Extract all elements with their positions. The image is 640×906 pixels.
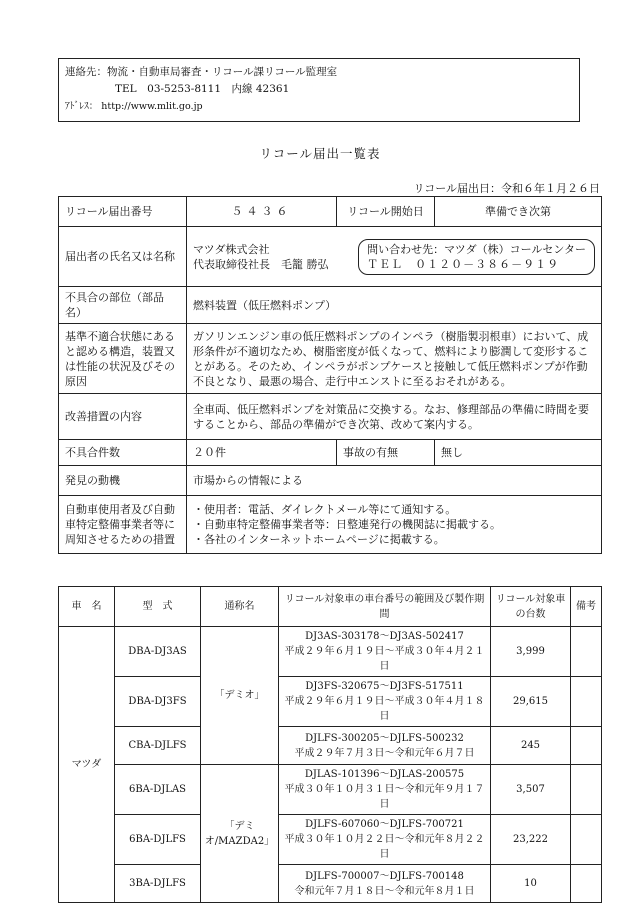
chassis-range: DJLFS-607060〜DJLFS-700721 [305, 819, 464, 830]
notice-item: ・使用者：電話、ダイレクトメール等にて通知する。 [193, 503, 457, 516]
table-row [59, 677, 602, 727]
vehicle-type: 3BA-DJLFS [115, 865, 201, 903]
motive-label: 発見の動機 [59, 466, 187, 496]
chassis-range-cell [279, 627, 491, 677]
remarks-cell [571, 765, 602, 815]
contact-department: 連絡先：物流・自動車局審査・リコール課リコール監理室 [65, 66, 338, 78]
chassis-range: DJLAS-101396〜DJLAS-200575 [304, 769, 465, 780]
filer-company: マツダ株式会社 [193, 242, 270, 256]
inquiry-phone: ＴＥＬ ０１２０－３８６－９１９ [367, 257, 560, 271]
filer-representative: 代表取締役社長 毛籠 勝弘 [193, 257, 329, 271]
vehicle-type: DBA-DJ3FS [115, 677, 201, 727]
maker-name: マツダ [59, 627, 115, 903]
accident-label: 事故の有無 [337, 440, 435, 466]
vehicle-count: 10 [491, 865, 571, 903]
header-chassis-range: リコール対象車の車台番号の範囲及び製作期間 [279, 587, 491, 627]
header-common-name: 通称名 [201, 587, 279, 627]
header-maker: 車 名 [59, 587, 115, 627]
vehicle-count: 29,615 [491, 677, 571, 727]
chassis-range-cell [279, 727, 491, 765]
recall-start-label: リコール開始日 [337, 197, 435, 227]
contact-address: ｱﾄﾞﾚｽ： http://www.mlit.go.jp [65, 101, 203, 112]
vehicle-type: 6BA-DJLFS [115, 815, 201, 865]
vehicle-type: 6BA-DJLAS [115, 765, 201, 815]
chassis-range: DJ3FS-320675〜DJ3FS-517511 [305, 681, 464, 692]
accident-value: 無し [435, 440, 602, 466]
defect-count-label: 不具合件数 [59, 440, 187, 466]
defect-part-label: 不具合の部位（部品名） [59, 287, 187, 324]
measure-value: 全車両、低圧燃料ポンプを対策品に交換する。なお、修理部品の準備に時間を要することから、部品の準備ができ次第、改めて案内する。 [187, 394, 602, 440]
page-title: リコール届出一覧表 [259, 146, 381, 161]
notice-item: ・各社のインターネットホームページに掲載する。 [193, 533, 445, 546]
remarks-cell [571, 865, 602, 903]
inquiry-label: 問い合わせ先：マツダ（株）コールセンター [367, 242, 586, 256]
filer-label: 届出者の氏名又は名称 [59, 227, 187, 287]
measure-label: 改善措置の内容 [59, 394, 187, 440]
production-period: 平成２９年６月１９日〜平成３０年４月１８日 [284, 696, 485, 722]
production-period: 平成２９年７月３日〜令和元年６月７日 [294, 747, 475, 759]
production-period: 平成２９年６月１９日〜平成３０年４月２１日 [284, 646, 485, 672]
vehicle-count: 3,999 [491, 627, 571, 677]
contact-box [58, 58, 580, 122]
production-period: 平成３０年１０月３１日〜令和元年９月１７日 [284, 784, 485, 810]
vehicle-type: DBA-DJ3AS [115, 627, 201, 677]
chassis-range-cell [279, 865, 491, 903]
header-type: 型 式 [115, 587, 201, 627]
production-period: 令和元年７月１８日〜令和元年８月１日 [294, 885, 475, 897]
header-count: リコール対象車の台数 [491, 587, 571, 627]
production-period: 平成３０年１０月２２日〜令和元年８月２２日 [284, 834, 485, 860]
chassis-range-cell [279, 765, 491, 815]
recall-number-label: リコール届出番号 [59, 197, 187, 227]
vehicle-count: 245 [491, 727, 571, 765]
cause-value: ガソリンエンジン車の低圧燃料ポンプのインペラ（樹脂製羽根車）において、成形条件が不適切なため、樹脂密度が低くなって、燃料により膨潤して変形することがある。そのため、インペラがポンプケースと接触して低圧燃料ポンプが作動不良となり、最悪の場合、走行中エンストに至るおそれがある。 [187, 324, 602, 394]
table-row [59, 627, 602, 677]
cause-label: 基準不適合状態にあると認める構造，装置又は性能の状況及びその原因 [59, 324, 187, 394]
recall-start-value: 準備でき次第 [435, 197, 602, 227]
common-name: 「デミオ」 [201, 627, 279, 765]
vehicle-count: 3,507 [491, 765, 571, 815]
defect-count-value: ２０件 [187, 440, 337, 466]
defect-part-value: 燃料装置（低圧燃料ポンプ） [187, 287, 602, 324]
vehicle-count: 23,222 [491, 815, 571, 865]
recall-number-value: ５４３６ [187, 197, 337, 227]
notice-label: 自動車使用者及び自動車特定整備事業者等に周知させるための措置 [59, 496, 187, 554]
chassis-range: DJLFS-700007〜DJLFS-700148 [305, 870, 464, 882]
chassis-range: DJLFS-300205〜DJLFS-500232 [305, 732, 464, 744]
remarks-cell [571, 627, 602, 677]
chassis-range-cell [279, 677, 491, 727]
table-row [59, 765, 602, 815]
recall-vehicle-table [58, 586, 602, 903]
remarks-cell [571, 727, 602, 765]
contact-phone: TEL 03-5253-8111 内線 42361 [115, 83, 290, 95]
common-name: 「デミオ/MAZDA2」 [201, 765, 279, 903]
chassis-range-cell [279, 815, 491, 865]
notice-item: ・自動車特定整備事業者等：日整連発行の機関誌に掲載する。 [193, 518, 501, 531]
filer-cell [187, 227, 602, 287]
motive-value: 市場からの情報による [187, 466, 602, 496]
remarks-cell [571, 677, 602, 727]
table-row [59, 815, 602, 865]
table-row [59, 865, 602, 903]
recall-info-table [58, 196, 602, 554]
header-remarks: 備考 [571, 587, 602, 627]
filing-date: リコール届出日：令和６年１月２６日 [413, 182, 600, 195]
inquiry-box [358, 239, 595, 275]
vehicle-type: CBA-DJLFS [115, 727, 201, 765]
table-row [59, 727, 602, 765]
remarks-cell [571, 815, 602, 865]
chassis-range: DJ3AS-303178〜DJ3AS-502417 [305, 631, 464, 642]
notice-list [187, 496, 602, 554]
